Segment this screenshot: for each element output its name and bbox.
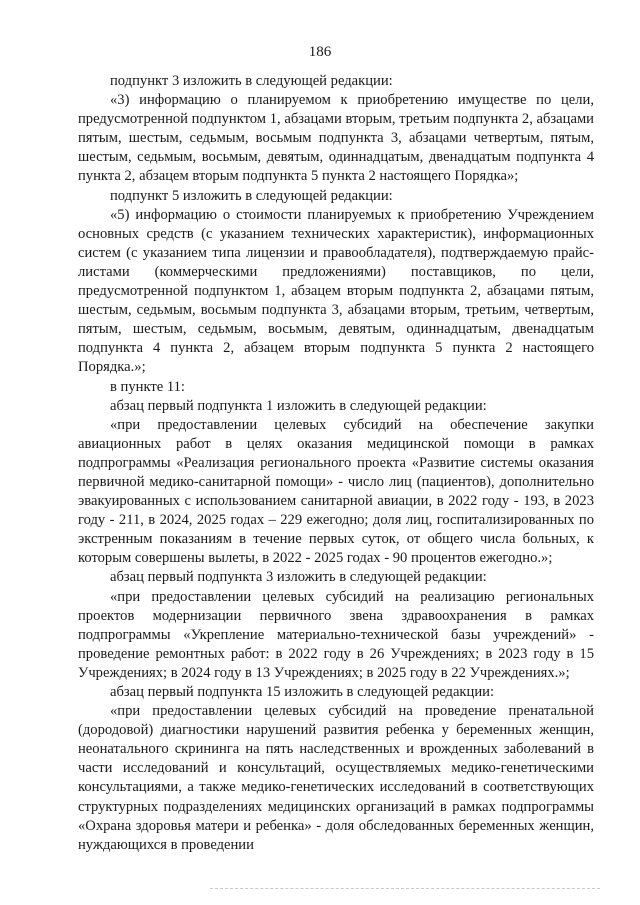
paragraph-10: абзац первый подпункта 15 изложить в следующей редакции:	[110, 684, 494, 700]
document-body	[78, 72, 594, 855]
page-number: 186	[308, 44, 332, 60]
paragraph-9: «при предоставлении целевых субсидий на реализацию региональных проектов модернизации первичного звена здравоохранения в рамках подпрограммы «Укрепление материально-технической базы учреждений» - проведение ремонтных работ: в 2022 году в 26 Учреждениях; в 2023 году в 15 Учреждениях; в 2024 году в 13 Учреждениях; в 2025 году в 22 Учреждениях.»;	[78, 588, 594, 681]
paragraph-6: абзац первый подпункта 1 изложить в следующей редакции:	[110, 397, 487, 414]
paragraph-2: «3) информацию о планируемом к приобретению имуществе по цели, предусмотренной подпунктом 1, абзацами вторым, третьим подпункта 2, абзацами пятым, шестым, седьмым, восьмым подпункта 3, абзацами четвертым, пятым, шестым, седьмым, восьмым, девятым, одиннадцатым, двенадцатым подпункта 4 пункта 2, абзацем вторым подпункта 5 пункта 2 настоящего Порядка»;	[78, 92, 594, 185]
paragraph-1: подпункт 3 изложить в следующей редакции:	[110, 73, 393, 89]
paragraph-11: «при предоставлении целевых субсидий на проведение пренатальной (дородовой) диагностики нарушений развития ребенка у беременных женщин, неонатального скрининга на пять наследственных и врожденных заболеваний в части исследований и консультаций, осуществляемых медико-генетическими консультациями, а также медико-генетических исследований в соответствующих структурных подразделениях медицинских организаций в рамках подпрограммы «Охрана здоровья матери и ребенка» - доля обследованных беременных женщин, нуждающихся в проведении	[78, 703, 594, 853]
paragraph-3: подпункт 5 изложить в следующей редакции:	[110, 187, 393, 204]
paragraph-7: «при предоставлении целевых субсидий на обеспечение закупки авиационных работ в целях оказания медицинской помощи в рамках подпрограммы «Реализация регионального проекта «Развитие системы оказания первичной медико-санитарной помощи» - число лиц (пациентов), дополнительно эвакуированных с использованием санитарной авиации, в 2022 году - 193, в 2023 году - 211, в 2024, 2025 годах – 229 ежегодно; доля лиц, госпитализированных по экстренным показаниям в течение первых суток, от общего числа больных, к которым совершены вылеты, в 2022 - 2025 годах - 90 процентов ежегодно.»;	[78, 416, 594, 567]
paragraph-4: «5) информацию о стоимости планируемых к приобретению Учреждением основных средств (с указанием технических характеристик), информационных систем (с указанием типа лицензии и правообладателя), подтверждаемую прайс-листами (коммерческими предложениями) поставщиков, по цели, предусмотренной подпунктом 1, абзацем вторым подпункта 2, абзацами пятым, шестым, седьмым, восьмым подпункта 3, абзацами вторым, третьим, четвертым, пятым, шестым, седьмым, восьмым, девятым, одиннадцатым, двенадцатым подпункта 4 пункта 2, абзацем вторым подпункта 5 пункта 2 настоящего Порядка.»;	[78, 206, 594, 376]
paragraph-8: абзац первый подпункта 3 изложить в следующей редакции:	[110, 569, 487, 586]
bottom-scan-artifact	[210, 888, 600, 889]
paragraph-5: в пункте 11:	[110, 378, 185, 395]
